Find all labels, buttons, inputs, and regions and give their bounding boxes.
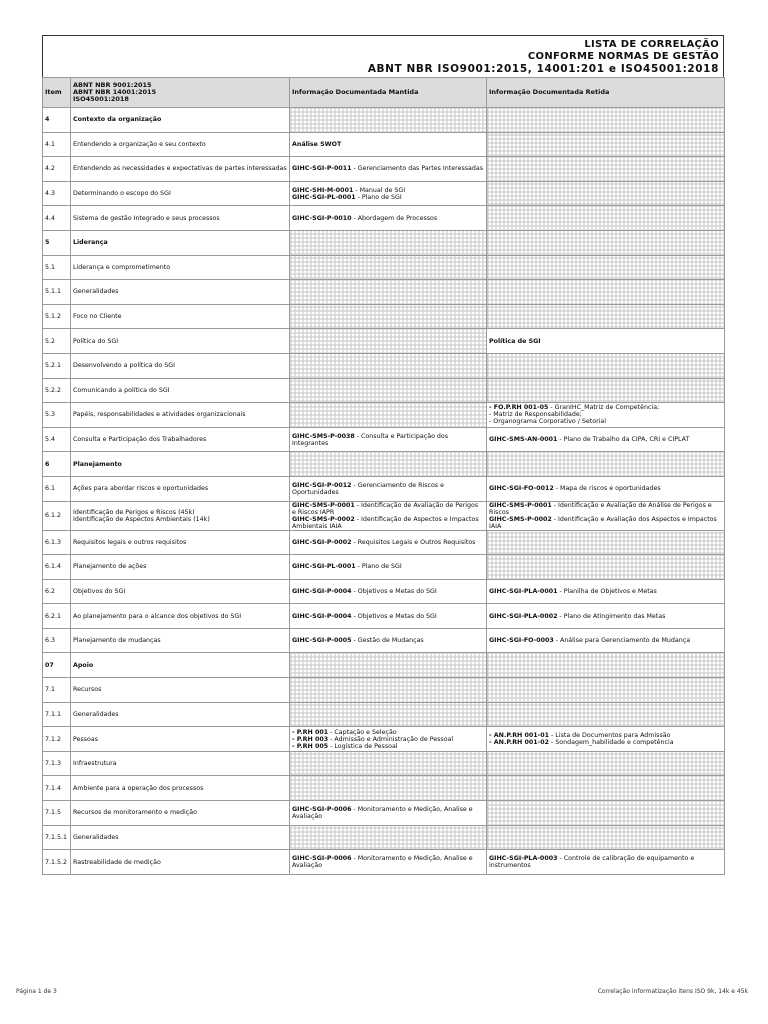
row-item-number: 6.1.2 <box>43 501 71 530</box>
document-description: - Plano de Atingimento das Metas <box>557 612 666 620</box>
table-row <box>43 206 725 231</box>
document-code: GIHC-SGI-P-0011 <box>292 165 352 173</box>
correlation-table <box>42 77 725 875</box>
document-code: GIHC-SGI-PLA-0001 <box>489 587 558 595</box>
table-row <box>43 850 725 875</box>
document-code: - AN.P.RH 001-01 <box>489 732 550 740</box>
mantida-document-entry <box>292 187 484 194</box>
row-mantida-cell <box>290 751 487 776</box>
document-code: GIHC-SGI-PLA-0003 <box>489 855 558 863</box>
table-row <box>43 304 725 329</box>
row-retida-cell <box>487 255 725 280</box>
table-row <box>43 378 725 403</box>
document-description: - Objetivos e Metas do SGI <box>351 612 437 620</box>
row-mantida-cell <box>290 555 487 580</box>
mantida-document-entry <box>292 482 484 496</box>
document-description: - Monitoramento e Medição, Analise e Avaliação <box>292 805 473 820</box>
document-code: - P.RH 003 <box>292 735 329 743</box>
row-item-number: 5.1 <box>43 255 71 280</box>
row-mantida-cell <box>290 678 487 703</box>
retida-document-entry <box>489 418 722 425</box>
table-row <box>43 501 725 530</box>
document-code: GIHC-SMS-P-0002 <box>489 515 552 523</box>
mantida-document-entry <box>292 516 484 530</box>
row-retida-cell <box>487 825 725 850</box>
row-retida-cell <box>487 427 725 452</box>
row-mantida-cell <box>290 280 487 305</box>
row-item-number: 5.3 <box>43 403 71 428</box>
row-requirement-title: Recursos de monitoramento e medição <box>71 801 290 826</box>
row-item-number: 6.1.3 <box>43 530 71 555</box>
row-mantida-cell <box>290 476 487 501</box>
mantida-document-entry <box>292 141 484 148</box>
row-mantida-cell <box>290 825 487 850</box>
title-line-2: CONFORME NORMAS DE GESTÃO <box>527 51 719 62</box>
header-normas <box>71 78 290 108</box>
retida-document-entry <box>489 485 722 492</box>
row-item-number: 7.1.4 <box>43 776 71 801</box>
row-requirement-title: Pessoas <box>71 727 290 752</box>
document-code: GIHC-SMS-P-0038 <box>292 432 355 440</box>
row-retida-cell <box>487 476 725 501</box>
table-row <box>43 329 725 354</box>
retida-document-entry <box>489 436 722 443</box>
mantida-document-entry <box>292 539 484 546</box>
row-item-number: 4.2 <box>43 157 71 182</box>
row-item-number: 6.1 <box>43 476 71 501</box>
row-item-number: 6.2 <box>43 579 71 604</box>
table-row <box>43 555 725 580</box>
row-retida-cell <box>487 628 725 653</box>
row-requirement-title: Entendendo as necessidades e expectativas de partes interessadas <box>71 157 290 182</box>
retida-document-entry <box>489 613 722 620</box>
row-mantida-cell <box>290 108 487 133</box>
retida-document-entry <box>489 637 722 644</box>
row-mantida-cell <box>290 230 487 255</box>
retida-document-entry <box>489 338 722 345</box>
retida-document-entry <box>489 855 722 869</box>
document-description: - Sondagem_habilidade e competência <box>549 739 674 747</box>
mantida-document-entry <box>292 215 484 222</box>
row-mantida-cell <box>290 579 487 604</box>
document-description: - Lista de Documentos para Admissão <box>549 732 671 740</box>
row-item-number: 4 <box>43 108 71 133</box>
document-description: - Consulta e Participação dos Integrantes <box>292 432 449 447</box>
document-code: GIHC-SGI-P-0012 <box>292 481 352 489</box>
mantida-document-entry <box>292 855 484 869</box>
row-mantida-cell <box>290 206 487 231</box>
document-code: GIHC-SGI-PLA-0002 <box>489 612 558 620</box>
row-requirement-title: Determinando o escopo do SGI <box>71 181 290 206</box>
table-row <box>43 403 725 428</box>
row-requirement-title: Planejamento <box>71 452 290 477</box>
document-description: - Gerenciamento de Riscos e Oportunidades <box>292 481 444 496</box>
footer-note: Correlação informatização itens ISO 9k, 14k e 45k <box>597 988 748 995</box>
document-description: - Plano de Trabalho da CIPA, CRI e CIPLAT <box>557 436 690 444</box>
row-mantida-cell <box>290 727 487 752</box>
row-retida-cell <box>487 702 725 727</box>
row-mantida-cell <box>290 132 487 157</box>
table-row <box>43 702 725 727</box>
document-code: GIHC-SGI-P-0002 <box>292 538 352 546</box>
row-item-number: 7.1 <box>43 678 71 703</box>
row-mantida-cell <box>290 181 487 206</box>
document-code: GIHC-SHI-M-0001 <box>292 186 354 194</box>
row-retida-cell <box>487 555 725 580</box>
document-code: GIHC-SGI-PL-0001 <box>292 563 356 571</box>
table-row <box>43 530 725 555</box>
mantida-document-entry <box>292 502 484 516</box>
document-description: - Planilha de Objetivos e Metas <box>557 587 657 595</box>
document-code: - AN.P.RH 001-02 <box>489 739 550 747</box>
row-mantida-cell <box>290 452 487 477</box>
document-description: - Identificação de Aspectos e Impactos Ambientais IAIA <box>292 515 479 530</box>
table-row <box>43 727 725 752</box>
row-mantida-cell <box>290 329 487 354</box>
row-retida-cell <box>487 403 725 428</box>
row-retida-cell <box>487 727 725 752</box>
document-code: GIHC-SGI-P-0010 <box>292 214 352 222</box>
page-number: Página 1 de 3 <box>16 988 57 995</box>
header-norma-14001: ABNT NBR 14001:2015 <box>73 88 157 96</box>
row-requirement-title: Recursos <box>71 678 290 703</box>
row-item-number: 7.1.5.2 <box>43 850 71 875</box>
row-requirement-title: Generalidades <box>71 280 290 305</box>
document-code: GIHC-SGI-PL-0001 <box>292 193 356 201</box>
row-retida-cell <box>487 329 725 354</box>
row-item-number: 6.3 <box>43 628 71 653</box>
document-code: GIHC-SGI-P-0004 <box>292 612 352 620</box>
row-item-number: 5.2.1 <box>43 353 71 378</box>
document-code: GIHC-SGI-P-0006 <box>292 855 352 863</box>
row-retida-cell <box>487 579 725 604</box>
document-code: GIHC-SMS-AN-0001 <box>489 436 558 444</box>
header-norma-9001: ABNT NBR 9001:2015 <box>73 81 152 89</box>
retida-document-entry <box>489 502 722 516</box>
row-item-number: 7.1.1 <box>43 702 71 727</box>
row-mantida-cell <box>290 653 487 678</box>
table-row <box>43 353 725 378</box>
table-header-row <box>43 78 725 108</box>
row-requirement-title: Entendendo a organização e seu contexto <box>71 132 290 157</box>
row-retida-cell <box>487 304 725 329</box>
document-code: GIHC-SGI-FO-0003 <box>489 637 554 645</box>
table-row <box>43 452 725 477</box>
document-code: Política de SGI <box>489 337 541 345</box>
table-row <box>43 801 725 826</box>
header-mantida: Informação Documentada Mantida <box>290 78 487 108</box>
row-item-number: 5.2 <box>43 329 71 354</box>
retida-document-entry <box>489 739 722 746</box>
table-row <box>43 678 725 703</box>
table-row <box>43 751 725 776</box>
document-description: - Plano de SGI <box>355 193 402 201</box>
table-row <box>43 604 725 629</box>
title-line-1: LISTA DE CORRELAÇÃO <box>584 39 719 50</box>
header-item: Item <box>43 78 71 108</box>
retida-document-entry <box>489 411 722 418</box>
row-requirement-title: Planejamento de mudanças <box>71 628 290 653</box>
document-code: GIHC-SGI-P-0005 <box>292 637 352 645</box>
mantida-document-entry <box>292 433 484 447</box>
table-row <box>43 653 725 678</box>
row-retida-cell <box>487 230 725 255</box>
row-retida-cell <box>487 751 725 776</box>
document-description: - Identificação e Avaliação dos Aspectos e Impactos IAIA <box>489 515 717 530</box>
row-mantida-cell <box>290 604 487 629</box>
row-requirement-title: Requisitos legais e outros requisitos <box>71 530 290 555</box>
row-retida-cell <box>487 157 725 182</box>
document-description: - Mapa de riscos e oportunidades <box>553 485 661 493</box>
document-description: - Análise para Gerenciamento de Mudança <box>553 637 691 645</box>
row-requirement-title: Ações para abordar riscos e oportunidades <box>71 476 290 501</box>
row-mantida-cell <box>290 776 487 801</box>
mantida-document-entry <box>292 736 484 743</box>
row-retida-cell <box>487 108 725 133</box>
document-description: - Monitoramento e Medição, Analise e Avaliação <box>292 855 473 870</box>
retida-document-entry <box>489 588 722 595</box>
row-requirement-title: Planejamento de ações <box>71 555 290 580</box>
document-code: GIHC-SMS-P-0001 <box>489 501 552 509</box>
row-item-number: 4.3 <box>43 181 71 206</box>
row-retida-cell <box>487 850 725 875</box>
document-code: GIHC-SGI-P-0004 <box>292 587 352 595</box>
table-row <box>43 280 725 305</box>
table-row <box>43 427 725 452</box>
row-requirement-title: Identificação de Perigos e Riscos (45k) Identificação de Aspectos Ambientais (14k) <box>71 501 290 530</box>
table-row <box>43 132 725 157</box>
row-item-number: 7.1.5 <box>43 801 71 826</box>
table-row <box>43 628 725 653</box>
row-retida-cell <box>487 132 725 157</box>
table-row <box>43 579 725 604</box>
row-item-number: 4.1 <box>43 132 71 157</box>
row-item-number: 6.1.4 <box>43 555 71 580</box>
row-requirement-title: Ao planejamento para o alcance dos objetivos do SGI <box>71 604 290 629</box>
row-retida-cell <box>487 604 725 629</box>
document-description: - GranIHC_Matriz de Competência; <box>548 404 660 412</box>
document-code: GIHC-SGI-P-0006 <box>292 805 352 813</box>
row-requirement-title: Apoio <box>71 653 290 678</box>
row-mantida-cell <box>290 353 487 378</box>
row-mantida-cell <box>290 702 487 727</box>
row-item-number: 7.1.5.1 <box>43 825 71 850</box>
row-mantida-cell <box>290 403 487 428</box>
table-row <box>43 476 725 501</box>
row-mantida-cell <box>290 304 487 329</box>
row-retida-cell <box>487 353 725 378</box>
row-item-number: 07 <box>43 653 71 678</box>
mantida-document-entry <box>292 806 484 820</box>
document-code: GIHC-SMS-P-0002 <box>292 515 355 523</box>
table-row <box>43 825 725 850</box>
row-mantida-cell <box>290 850 487 875</box>
document-description: - Identificação e Avaliação de Análise de Perigos e Riscos <box>489 501 712 516</box>
table-row <box>43 108 725 133</box>
row-requirement-title: Papéis, responsabilidades e atividades organizacionais <box>71 403 290 428</box>
row-requirement-title: Foco no Cliente <box>71 304 290 329</box>
mantida-document-entry <box>292 563 484 570</box>
row-requirement-title: Política do SGI <box>71 329 290 354</box>
row-requirement-title: Liderança <box>71 230 290 255</box>
mantida-document-entry <box>292 729 484 736</box>
document-code: - P.RH 005 <box>292 742 329 750</box>
row-mantida-cell <box>290 801 487 826</box>
document-description: - Gerenciamento das Partes Interessadas <box>351 165 484 173</box>
row-retida-cell <box>487 801 725 826</box>
row-mantida-cell <box>290 427 487 452</box>
row-mantida-cell <box>290 157 487 182</box>
retida-document-entry <box>489 404 722 411</box>
row-mantida-cell <box>290 501 487 530</box>
table-body <box>43 108 725 875</box>
row-retida-cell <box>487 530 725 555</box>
row-retida-cell <box>487 280 725 305</box>
row-requirement-title: Infraestrutura <box>71 751 290 776</box>
row-requirement-title: Liderança e comprometimento <box>71 255 290 280</box>
row-requirement-title: Sistema de gestão Integrado e seus processos <box>71 206 290 231</box>
document-description: - Requisitos Legais e Outros Requisitos <box>351 538 476 546</box>
document-description: - Logística de Pessoal <box>328 742 398 750</box>
document-code: - P.RH 001 <box>292 728 329 736</box>
row-requirement-title: Consulta e Participação dos Trabalhadores <box>71 427 290 452</box>
document-code: - FO.P.RH 001-05 <box>489 404 549 412</box>
mantida-document-entry <box>292 613 484 620</box>
table-row <box>43 230 725 255</box>
row-requirement-title: Objetivos do SGI <box>71 579 290 604</box>
mantida-document-entry <box>292 637 484 644</box>
row-mantida-cell <box>290 530 487 555</box>
table-row <box>43 157 725 182</box>
header-norma-45001: ISO45001:2018 <box>73 95 129 103</box>
row-item-number: 6 <box>43 452 71 477</box>
mantida-document-entry <box>292 194 484 201</box>
document-description: - Gestão de Mudanças <box>351 637 424 645</box>
row-item-number: 5.4 <box>43 427 71 452</box>
row-mantida-cell <box>290 628 487 653</box>
row-requirement-title: Contexto da organização <box>71 108 290 133</box>
document-description: - Manual de SGI <box>353 186 406 194</box>
row-mantida-cell <box>290 255 487 280</box>
row-item-number: 5.1.1 <box>43 280 71 305</box>
row-item-number: 7.1.2 <box>43 727 71 752</box>
mantida-document-entry <box>292 588 484 595</box>
retida-document-entry <box>489 732 722 739</box>
row-requirement-title: Rastreabilidade de medição <box>71 850 290 875</box>
document-description: - Objetivos e Metas do SGI <box>351 587 437 595</box>
row-item-number: 7.1.3 <box>43 751 71 776</box>
document-description: - Controle de calibração de equipamento e instrumentos <box>489 855 695 870</box>
row-mantida-cell <box>290 378 487 403</box>
title-line-3: ABNT NBR ISO9001:2015, 14001:201 e ISO45001:2018 <box>367 63 719 75</box>
row-item-number: 4.4 <box>43 206 71 231</box>
table-row <box>43 181 725 206</box>
row-retida-cell <box>487 378 725 403</box>
row-retida-cell <box>487 501 725 530</box>
row-retida-cell <box>487 452 725 477</box>
header-retida: Informação Documentada Retida <box>487 78 725 108</box>
document-description: - Plano de SGI <box>355 563 402 571</box>
document-title-box <box>42 35 724 77</box>
document-code: GIHC-SMS-P-0001 <box>292 501 355 509</box>
document-description: - Captação e Seleção <box>328 728 397 736</box>
document-description: - Identificação de Avaliação de Perigos e Riscos IAPR <box>292 501 479 516</box>
mantida-document-entry <box>292 743 484 750</box>
document-description: - Abordagem de Processos <box>351 214 438 222</box>
row-requirement-title: Comunicando a política do SGI <box>71 378 290 403</box>
row-item-number: 5 <box>43 230 71 255</box>
row-item-number: 6.2.1 <box>43 604 71 629</box>
table-row <box>43 776 725 801</box>
row-requirement-title: Generalidades <box>71 702 290 727</box>
row-retida-cell <box>487 776 725 801</box>
row-retida-cell <box>487 181 725 206</box>
row-requirement-title: Generalidades <box>71 825 290 850</box>
row-retida-cell <box>487 678 725 703</box>
document-code: Análise SWOT <box>292 140 342 148</box>
row-item-number: 5.1.2 <box>43 304 71 329</box>
mantida-document-entry <box>292 165 484 172</box>
document-description: - Admissão e Administração de Pessoal <box>328 735 454 743</box>
table-row <box>43 255 725 280</box>
row-requirement-title: Ambiente para a operação dos processos <box>71 776 290 801</box>
document-code: GIHC-SGI-FO-0012 <box>489 485 554 493</box>
row-requirement-title: Desenvolvendo a política do SGI <box>71 353 290 378</box>
row-retida-cell <box>487 206 725 231</box>
document-description: - Organograma Corporativo / Setorial <box>489 418 607 426</box>
document-description: - Matriz de Responsabilidade; <box>489 411 582 419</box>
row-retida-cell <box>487 653 725 678</box>
row-item-number: 5.2.2 <box>43 378 71 403</box>
retida-document-entry <box>489 516 722 530</box>
